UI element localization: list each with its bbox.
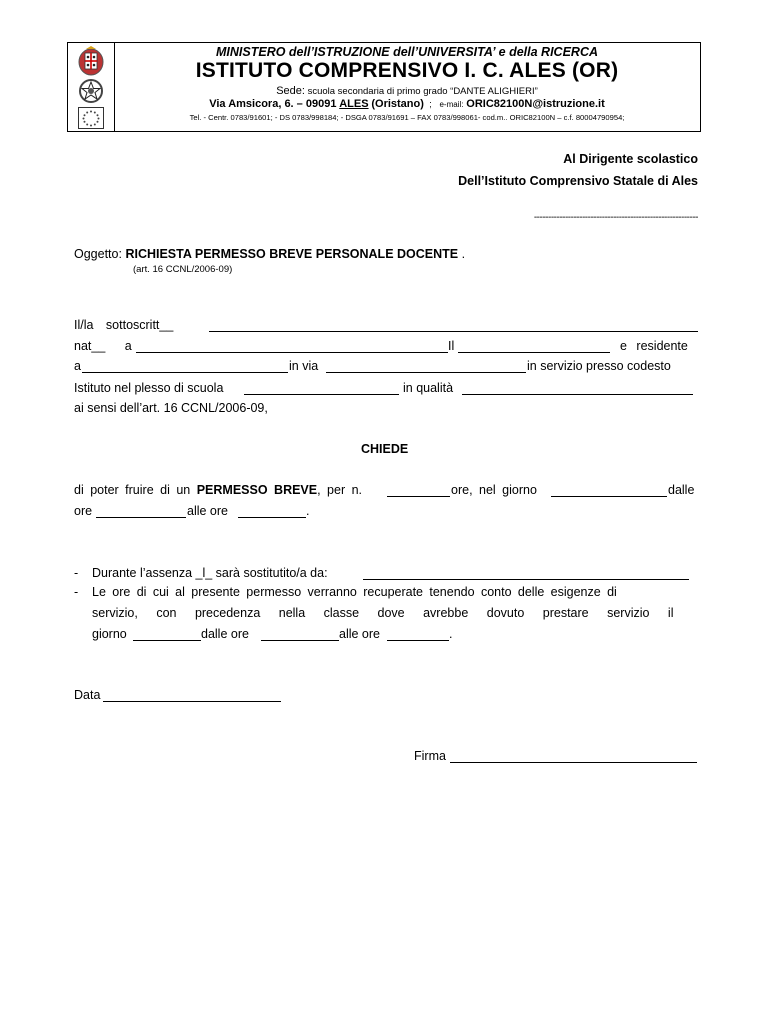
istituto-label: Istituto nel plesso di scuola <box>74 381 224 395</box>
sede-value: scuola secondaria di primo grado “DANTE ALIGHIERI” <box>307 86 538 97</box>
sottoscritto-field[interactable] <box>209 320 698 332</box>
plesso-field[interactable] <box>244 383 399 395</box>
request-intro: di poter fruire di un <box>74 483 191 497</box>
subject-reference: (art. 16 CCNL/2006-09) <box>133 264 233 275</box>
logo-column <box>68 43 115 131</box>
request-per-n: , per n. <box>317 483 363 497</box>
day-field[interactable] <box>551 485 667 497</box>
hours-count-field[interactable] <box>387 485 450 497</box>
subject-line <box>74 247 465 261</box>
subject-label: Oggetto: <box>74 247 122 261</box>
recovery-text-line-2: servizio, con precedenza nella classe dove avrebbe dovuto prestare servizio il <box>92 606 674 620</box>
sede-line <box>114 85 700 97</box>
request-end: . <box>306 504 310 518</box>
residence-city-field[interactable] <box>82 361 288 373</box>
letterhead <box>67 42 701 132</box>
a-label: a <box>74 359 81 373</box>
substitute-label: Durante l’assenza _l_ sarà sostitutito/a da: <box>92 566 328 580</box>
ore-label: ore <box>74 504 93 518</box>
permesso-breve-text: PERMESSO BREVE <box>196 483 318 497</box>
recipient-dash-line: ---------------------------------------------------------- <box>533 212 698 223</box>
ministry-title: MINISTERO dell’ISTRUZIONE dell’UNIVERSITA’ e della RICERCA <box>216 45 598 59</box>
recipient-line-2: Dell’Istituto Comprensivo Statale di Ales <box>458 174 698 188</box>
subject-end: . <box>461 247 466 261</box>
in-qualita-label: in qualità <box>403 381 454 395</box>
birthplace-field[interactable] <box>136 341 448 353</box>
subject-text: RICHIESTA PERMESSO BREVE PERSONALE DOCENTE <box>125 247 459 261</box>
substitute-field[interactable] <box>363 568 689 580</box>
recovery-from-field[interactable] <box>261 629 339 641</box>
giorno-label: giorno <box>92 627 127 641</box>
italian-republic-emblem-icon <box>77 78 105 104</box>
email-address: ORIC82100N@istruzione.it <box>466 98 605 110</box>
city: ALES <box>339 98 369 110</box>
in-servizio-label: in servizio presso codesto <box>527 359 671 373</box>
firma-label: Firma <box>414 749 446 763</box>
sede-label: Sede: <box>276 85 305 97</box>
signature-field[interactable] <box>450 751 697 763</box>
email-label: e-mail: <box>439 100 464 109</box>
eu-flag-icon <box>78 107 104 129</box>
birthdate-field[interactable] <box>458 341 610 353</box>
alle-ore-label: alle ore <box>187 504 228 518</box>
bullet-dash-1: - <box>74 566 79 580</box>
to-time-field[interactable] <box>238 506 306 518</box>
address-line: Via Amsicora, 6. – 09091 ALES (Oristano) ; e-mail: ORIC82100N@istruzione.it <box>209 98 605 110</box>
in-via-label: in via <box>289 359 319 373</box>
data-label: Data <box>74 688 101 702</box>
sardinia-coat-of-arms-icon <box>77 46 105 76</box>
dalle-ore-label: dalle ore <box>201 627 249 641</box>
recovery-text-line-1: Le ore di cui al presente permesso verranno recuperate tenendo conto delle esigenze di <box>92 585 617 599</box>
sottoscritto-label: Il/la sottoscritt__ <box>74 318 174 332</box>
institute-name: ISTITUTO COMPRENSIVO I. C. ALES (OR) <box>195 59 619 82</box>
il-label: Il <box>448 339 455 353</box>
address: Via Amsicora, 6. – 09091 <box>209 98 337 110</box>
dalle-label: dalle <box>668 483 695 497</box>
residente-label: e residente <box>620 339 688 353</box>
from-time-field[interactable] <box>96 506 186 518</box>
recovery-to-field[interactable] <box>387 629 449 641</box>
bullet-dash-2: - <box>74 585 79 599</box>
ore-nel-giorno-label: ore, nel giorno <box>451 483 537 497</box>
recovery-day-field[interactable] <box>133 629 201 641</box>
chiede-heading: CHIEDE <box>361 442 409 456</box>
request-line-1 <box>74 483 362 497</box>
ai-sensi-text: ai sensi dell’art. 16 CCNL/2006-09, <box>74 401 268 415</box>
recipient-line-1: Al Dirigente scolastico <box>563 152 698 166</box>
date-field[interactable] <box>103 690 281 702</box>
street-field[interactable] <box>326 361 526 373</box>
contacts-line: Tel. - Centr. 0783/91601; - DS 0783/998184; - DSGA 0783/91691 – FAX 0783/998061- cod.m.. ORIC82100N – c.f. 80004790954; <box>189 113 625 122</box>
nat-label: nat__ a <box>74 339 132 353</box>
recovery-end: . <box>449 627 453 641</box>
qualifica-field[interactable] <box>462 383 693 395</box>
province: (Oristano) <box>371 98 424 110</box>
recovery-alle-ore-label: alle ore <box>339 627 380 641</box>
